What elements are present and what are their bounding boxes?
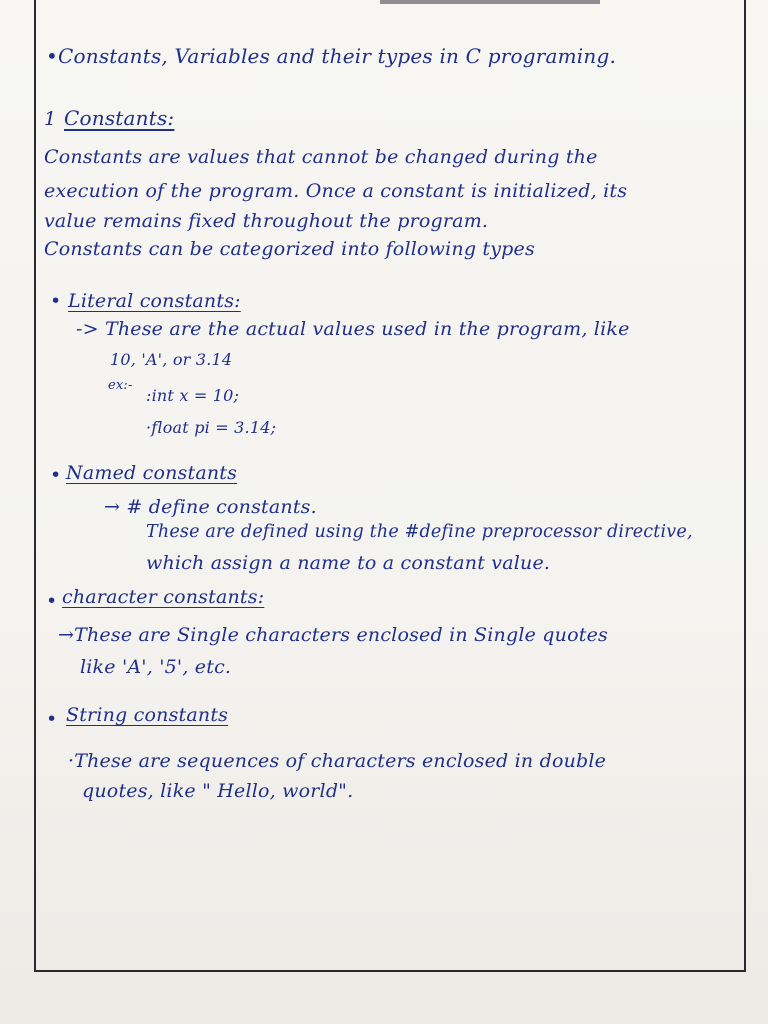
character-desc-line-1: →These are Single characters enclosed in Single quotes: [58, 624, 608, 646]
section-number: 1: [44, 108, 57, 130]
constants-para-line-4: Constants can be categorized into following types: [44, 238, 535, 260]
page-title: •Constants, Variables and their types in C programing.: [46, 44, 617, 68]
left-margin-border: [34, 0, 36, 972]
string-bullet: •: [46, 708, 58, 730]
literal-heading: Literal constants:: [68, 290, 241, 312]
named-heading: Named constants: [66, 462, 238, 484]
example-label: ex:-: [108, 378, 133, 393]
character-heading: character constants:: [62, 586, 265, 608]
string-heading: String constants: [66, 704, 229, 726]
constants-heading: Constants:: [64, 106, 175, 130]
literal-example-1: :int x = 10;: [146, 386, 240, 405]
literal-bullet: •: [50, 290, 62, 312]
literal-desc-line-2: 10, 'A', or 3.14: [110, 350, 233, 369]
constants-para-line-2: execution of the program. Once a constant is initialized, its: [44, 180, 628, 202]
character-bullet: •: [46, 590, 58, 612]
literal-desc-line-1: -> These are the actual values used in the program, like: [76, 318, 630, 340]
string-desc-line-2: quotes, like " Hello, world".: [82, 780, 354, 802]
constants-para-line-3: value remains fixed throughout the program.: [44, 210, 489, 232]
named-desc-line-1: These are defined using the #define preprocessor directive,: [146, 522, 693, 542]
named-bullet: •: [50, 464, 62, 486]
named-subheading: → # define constants.: [104, 496, 317, 518]
top-edge-mark: [380, 0, 600, 4]
bottom-margin-border: [34, 970, 746, 972]
character-desc-line-2: like 'A', '5', etc.: [80, 656, 232, 678]
constants-para-line-1: Constants are values that cannot be changed during the: [44, 146, 598, 168]
right-margin-border: [744, 0, 746, 972]
named-desc-line-2: which assign a name to a constant value.: [146, 552, 551, 574]
literal-example-2: ·float pi = 3.14;: [146, 418, 277, 437]
string-desc-line-1: ·These are sequences of characters enclosed in double: [68, 750, 607, 772]
